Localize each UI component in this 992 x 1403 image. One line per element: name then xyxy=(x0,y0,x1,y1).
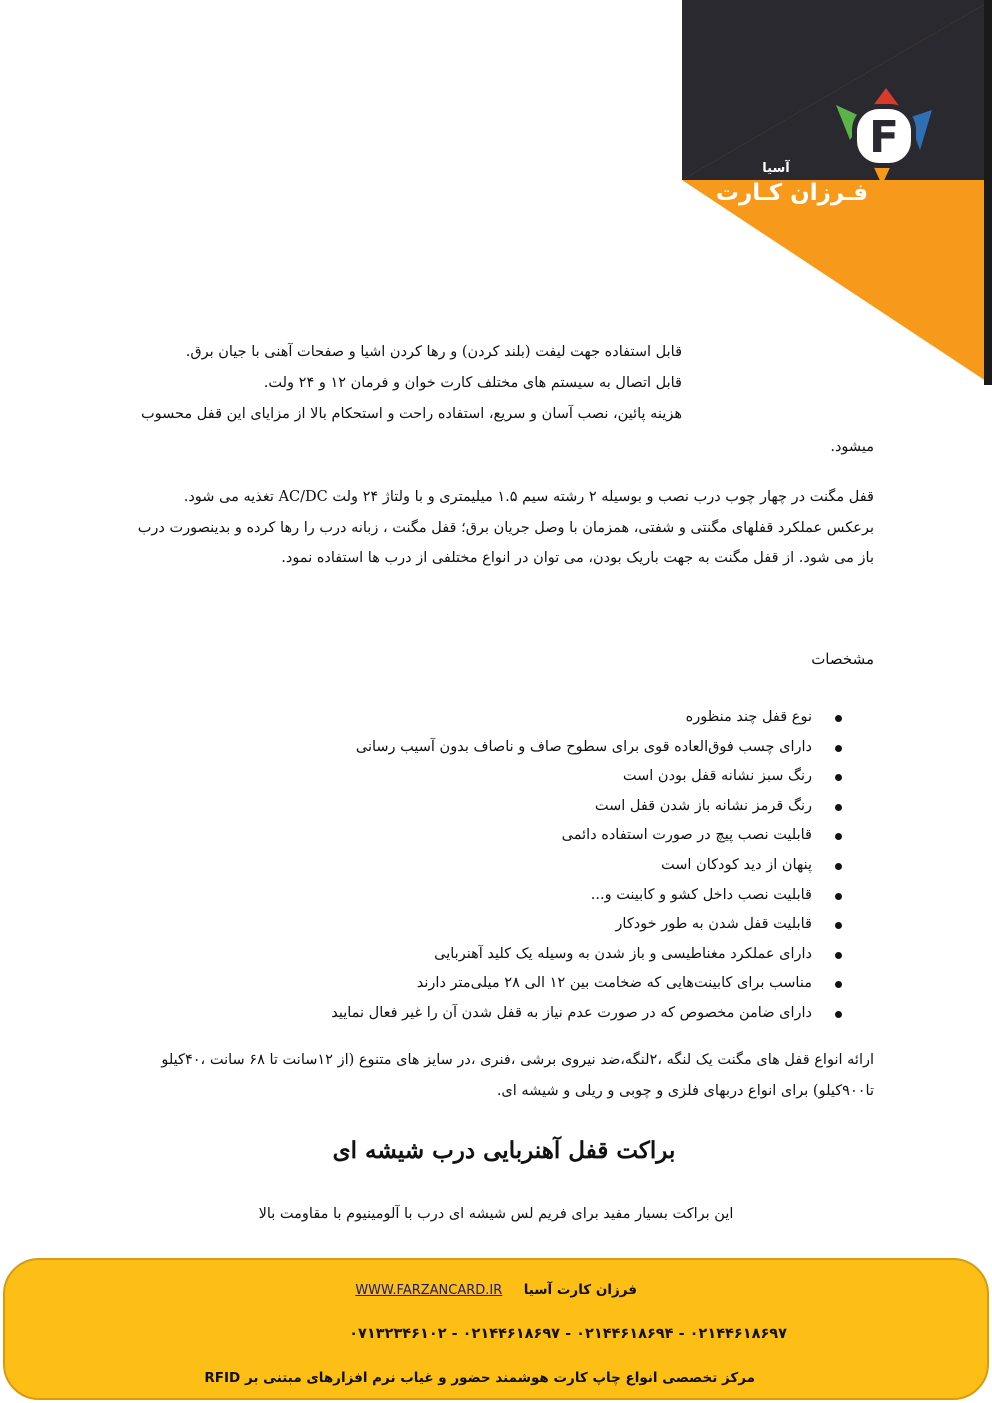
intro-line-2: قابل اتصال به سیستم های مختلف کارت خوان و فرمان ۱۲ و ۲۴ ولت. xyxy=(263,375,682,391)
brand-edge xyxy=(984,0,992,385)
spec-item: قابلیت نصب پیچ در صورت استفاده دائمی xyxy=(142,821,842,851)
section-heading: براکت قفل آهنربایی درب شیشه ای xyxy=(332,1137,676,1164)
spec-item: رنگ قرمز نشانه باز شدن قفل است xyxy=(142,792,842,822)
bullet-icon xyxy=(835,952,842,959)
bullet-icon xyxy=(835,922,842,929)
paragraph-line-2: برعکس عملکرد قفلهای مگنتی و شفتی، همزمان با وصل جریان برق؛ قفل مگنت ، زبانه درب را رها کرده و بدینصورت درب xyxy=(137,520,874,536)
bullet-icon xyxy=(835,833,842,840)
bracket-description: این براکت بسیار مفید برای فریم لس شیشه ای درب با آلومینیوم با مقاومت بالا xyxy=(258,1206,734,1222)
bullet-icon xyxy=(835,774,842,781)
intro-line-4: میشود. xyxy=(830,439,874,455)
spec-item: نوع قفل چند منظوره xyxy=(142,703,842,733)
bullet-icon xyxy=(835,893,842,900)
offer-line-1: ارائه انواع قفل های مگنت یک لنگه ،۲لنگه،ضد نیروی برشی ،فنری ،در سایز های متنوع (از ۱۲سانت تا ۶۸ سانت ،۴۰کیلو xyxy=(161,1052,874,1068)
svg-text:F: F xyxy=(868,112,900,163)
brand-name: فـرزان کـارت xyxy=(715,180,869,206)
bullet-icon xyxy=(835,745,842,752)
bullet-icon xyxy=(835,981,842,988)
spec-item: دارای چسب فوق‌العاده قوی برای سطوح صاف و ناصاف بدون آسیب رسانی xyxy=(142,733,842,763)
bullet-icon xyxy=(835,715,842,722)
spec-item: دارای عملکرد مغناطیسی و باز شدن به وسیله یک کلید آهنربایی xyxy=(142,940,842,970)
spec-item: قابلیت نصب داخل کشو و کابینت و... xyxy=(142,881,842,911)
footer-phones: ۰۲۱۴۴۶۱۸۶۹۷ - ۰۲۱۴۴۶۱۸۶۹۴ - ۰۲۱۴۴۶۱۸۶۹۷ - ۰۷۱۳۲۳۴۶۱۰۲ xyxy=(349,1326,787,1342)
specs-title: مشخصات xyxy=(811,650,874,668)
brand-banner xyxy=(676,0,992,385)
bullet-icon xyxy=(835,1011,842,1018)
bullet-icon xyxy=(835,863,842,870)
offer-line-2: تا۹۰۰کیلو) برای انواع دربهای فلزی و چوبی و ریلی و شیشه ای. xyxy=(496,1083,874,1099)
intro-line-3: هزینه پائین، نصب آسان و سریع، استفاده راحت و استحکام بالا از مزایای این قفل محسوب xyxy=(140,406,682,422)
spec-item: مناسب برای کابینت‌هایی که ضخامت بین ۱۲ الی ۲۸ میلی‌متر دارند xyxy=(142,969,842,999)
paragraph-line-1: قفل مگنت در چهار چوب درب نصب و بوسیله ۲ رشته سیم ۱.۵ میلیمتری و با ولتاژ ۲۴ ولت AC/DC تغذیه می شود. xyxy=(183,489,874,505)
spec-item: قابلیت قفل شدن به طور خودکار xyxy=(142,910,842,940)
spec-item: رنگ سبز نشانه قفل بودن است xyxy=(142,762,842,792)
paragraph-line-3: باز می شود. از قفل مگنت به جهت باریک بودن، می توان در انواع مختلفی از درب ها استفاده نمود. xyxy=(281,550,874,566)
footer-website-link[interactable]: WWW.FARZANCARD.IR xyxy=(355,1283,503,1298)
intro-line-1: قابل استفاده جهت لیفت (بلند کردن) و رها کردن اشیا و صفحات آهنی با جیان برق. xyxy=(185,344,682,360)
specs-list xyxy=(142,703,842,1029)
brand-graphic xyxy=(676,0,992,385)
spec-item: دارای ضامن مخصوص که در صورت عدم نیاز به قفل شدن آن را غیر فعال نمایید xyxy=(142,999,842,1029)
footer-company: فرزان کارت آسیا xyxy=(523,1282,637,1298)
footer-services: مرکز تخصصی انواع چاپ کارت هوشمند حضور و غیاب نرم افزارهای مبتنی بر RFID xyxy=(204,1370,755,1386)
bullet-icon xyxy=(835,804,842,811)
spec-item: پنهان از دید کودکان است xyxy=(142,851,842,881)
brand-subtitle: آسیا xyxy=(762,161,790,176)
footer-banner xyxy=(3,1258,989,1400)
footer-company-row xyxy=(355,1282,637,1298)
